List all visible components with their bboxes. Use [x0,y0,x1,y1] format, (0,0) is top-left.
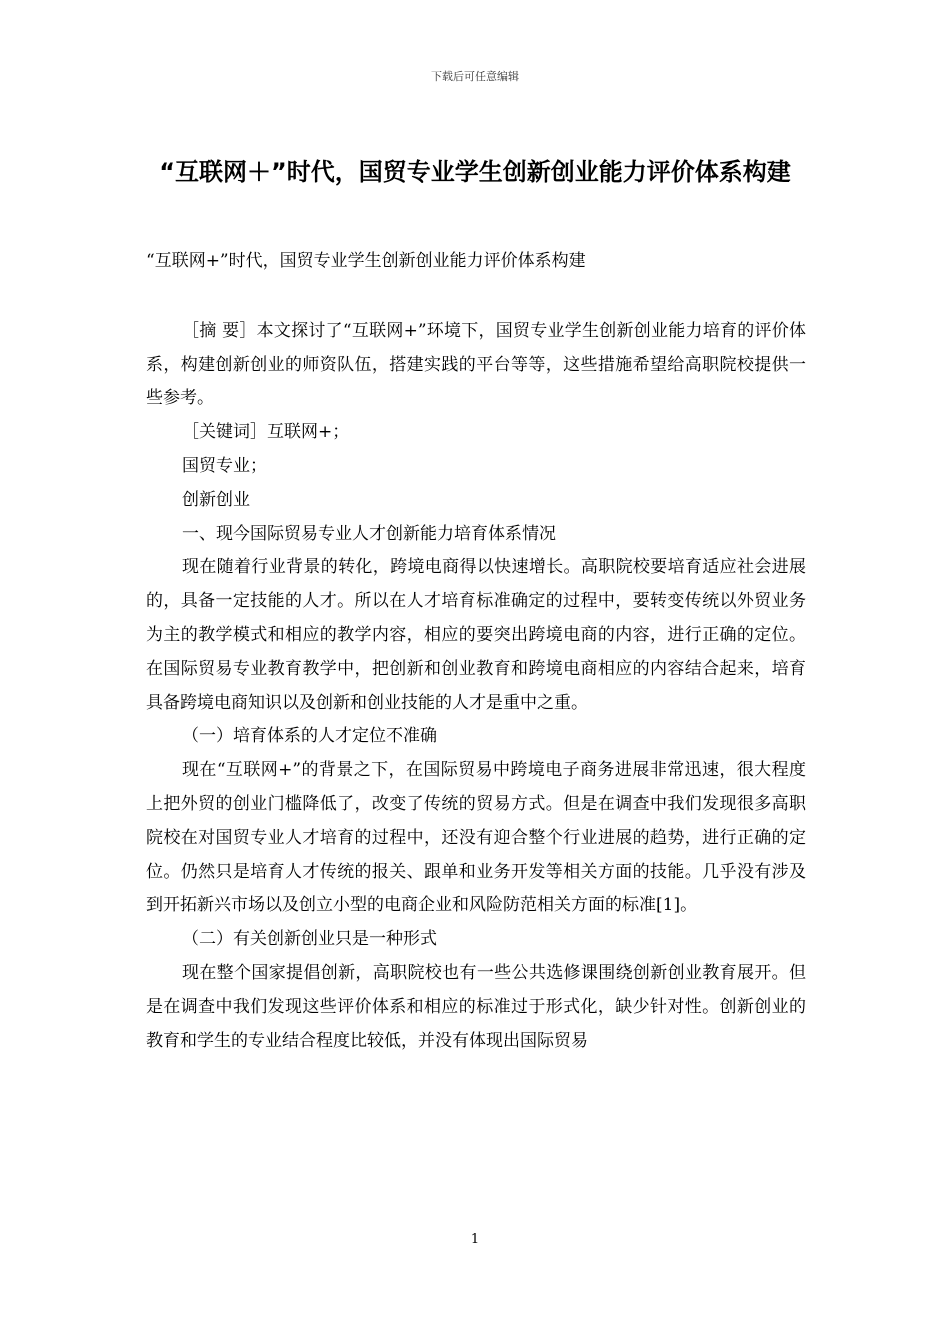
section-1-1-heading: （一）培育体系的人才定位不准确 [182,726,437,747]
document-title: “互联网＋”时代，国贸专业学生创新创业能力评价体系构建 [159,158,791,186]
document-body [146,245,806,1058]
page-number: 1 [470,1232,480,1247]
abstract-paragraph: ［摘 要］本文探讨了“互联网+”环境下，国贸专业学生创新创业能力培育的评价体系，构建创新创业的师资队伍，搭建实践的平台等等，这些措施希望给高职院校提供一些参考。 [146,320,806,409]
section-1-2-paragraph: 现在整个国家提倡创新，高职院校也有一些公共选修课围绕创新创业教育展开。但是在调查中我们发现这些评价体系和相应的标准过于形式化，缺少针对性。创新创业的教育和学生的专业结合程度比较低，并没有体现出国际贸易 [146,962,806,1051]
keywords-line-2: 国贸专业； [182,455,267,476]
keywords-line-3: 创新创业 [182,489,250,510]
section-1-heading: 一、现今国际贸易专业人才创新能力培育体系情况 [182,523,556,544]
section-1-1-paragraph: 现在“互联网+”的背景之下，在国际贸易中跨境电子商务进展非常迅速，很大程度上把外贸的创业门槛降低了，改变了传统的贸易方式。但是在调查中我们发现很多高职院校在对国贸专业人才培育的过程中，还没有迎合整个行业进展的趋势，进行正确的定位。仍然只是培育人才传统的报关、跟单和业务开发等相关方面的技能。几乎没有涉及到开拓新兴市场以及创立小型的电商企业和风险防范相关方面的标准[1]。 [146,760,806,916]
keywords-line-1: ［关键词］互联网+； [182,422,350,443]
section-1-paragraph: 现在随着行业背景的转化，跨境电商得以快速增长。高职院校要培育适应社会进展的，具备一定技能的人才。所以在人才培育标准确定的过程中，要转变传统以外贸业务为主的教学模式和相应的教学内容，相应的要突出跨境电商的内容，进行正确的定位。在国际贸易专业教育教学中，把创新和创业教育和跨境电商相应的内容结合起来，培育具备跨境电商知识以及创新和创业技能的人才是重中之重。 [146,557,806,713]
page-header-note: 下载后可任意编辑 [431,70,519,83]
spacer [146,279,806,315]
document-subtitle: “互联网+”时代，国贸专业学生创新创业能力评价体系构建 [146,251,586,271]
section-1-2-heading: （二）有关创新创业只是一种形式 [182,929,437,950]
